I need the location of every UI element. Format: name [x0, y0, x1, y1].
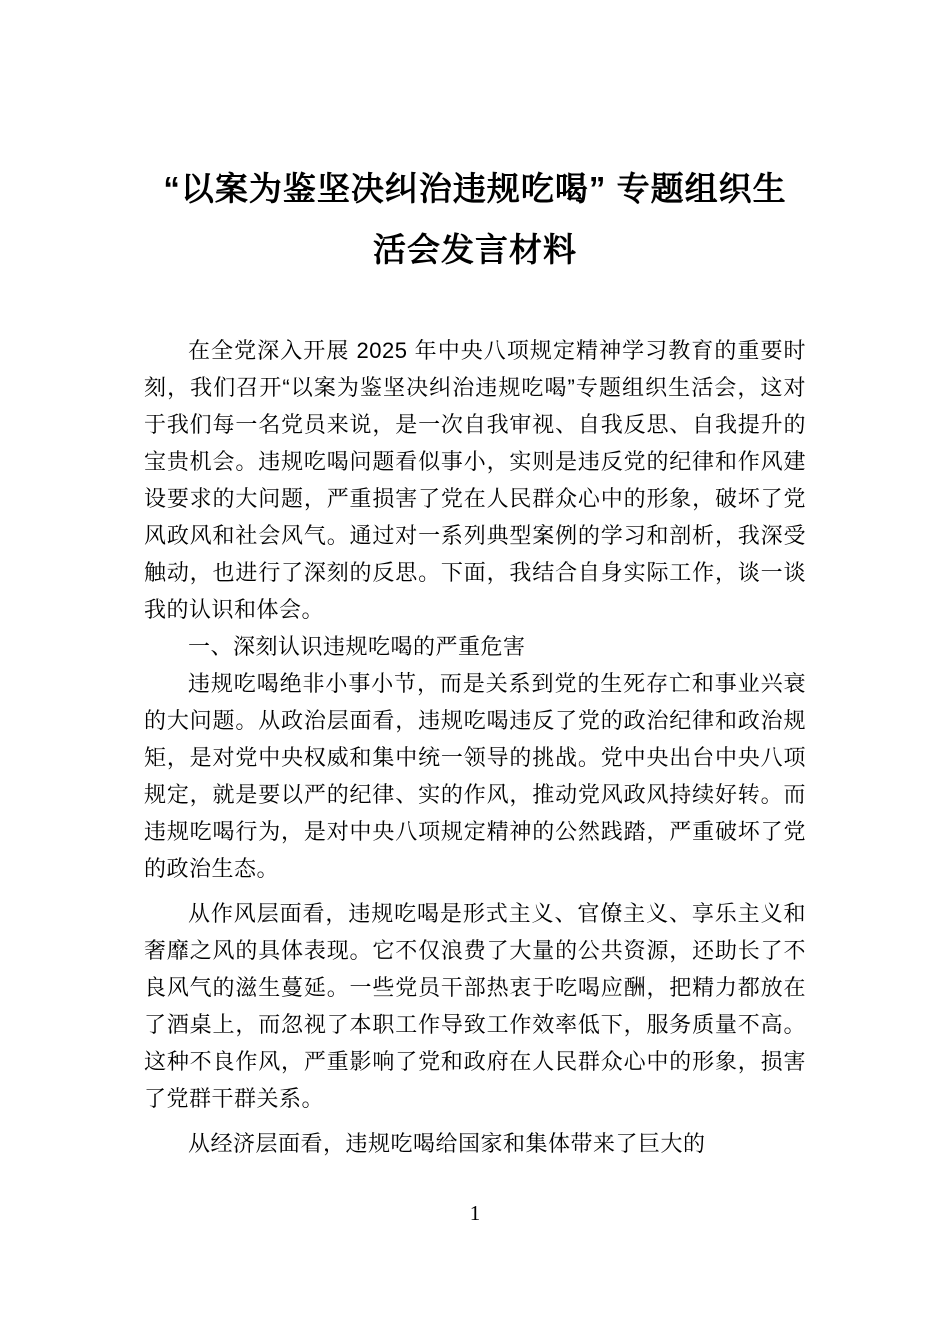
paragraph-workstyle-aspect: 从作风层面看，违规吃喝是形式主义、官僚主义、享乐主义和奢靡之风的具体表现。它不仅浪费了大量的公共资源，还助长了不良风气的滋生蔓延。一些党员干部热衷于吃喝应酬，把精力都放在了酒桌上，而忽视了本职工作导致工作效率低下，服务质量不高。这种不良作风，严重影响了党和政府在人民群众心中的形象，损害了党群干群关系。	[144, 901, 806, 1112]
paragraph-section-heading: 一、深刻认识违规吃喝的严重危害	[188, 634, 526, 660]
document-title-line-1: “以案为鉴坚决纠治违规吃喝” 专题组织生	[163, 170, 787, 207]
paragraph-political-aspect: 违规吃喝绝非小事小节，而是关系到党的生死存亡和事业兴衰的大问题。从政治层面看，违规吃喝违反了党的政治纪律和政治规矩，是对党中央权威和集中统一领导的挑战。党中央出台中央八项规定，就是要以严的纪律、实的作风，推动党风政风持续好转。而违规吃喝行为，是对中央八项规定精神的公然践踏，严重破坏了党的政治生态。	[144, 671, 806, 882]
document-body	[144, 332, 806, 1162]
page-number: 1	[469, 1201, 481, 1225]
document-title-line-2: 活会发言材料	[373, 231, 577, 269]
paragraph-economic-aspect: 从经济层面看，违规吃喝给国家和集体带来了巨大的	[188, 1131, 706, 1157]
document-title	[144, 158, 806, 280]
paragraph-intro: 在全党深入开展 2025 年中央八项规定精神学习教育的重要时刻，我们召开“以案为鉴坚决纠治违规吃喝”专题组织生活会，这对于我们每一名党员来说，是一次自我审视、自我反思、自我提升的宝贵机会。违规吃喝问题看似事小，实则是违反党的纪律和作风建设要求的大问题，严重损害了党在人民群众心中的形象，破坏了党风政风和社会风气。通过对一系列典型案例的学习和剖析，我深受触动，也进行了深刻的反思。下面，我结合自身实际工作，谈一谈我的认识和体会。	[144, 338, 806, 623]
